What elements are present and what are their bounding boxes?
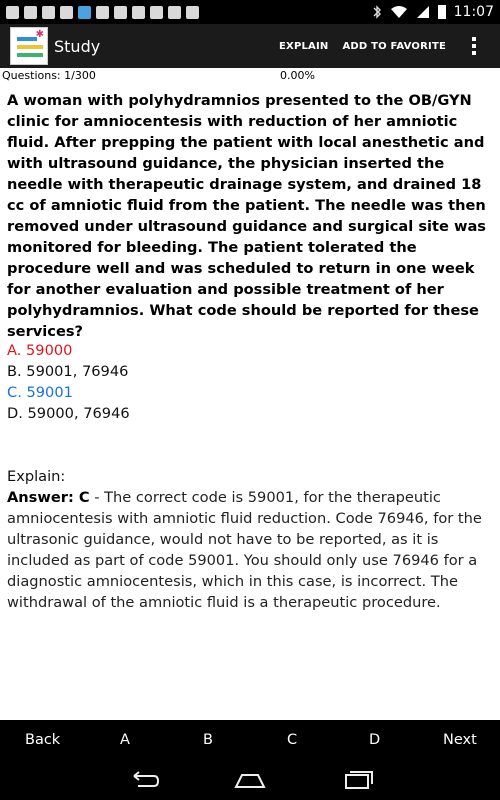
add-to-favorite-button[interactable]: ADD TO FAVORITE (342, 40, 446, 52)
bluetooth-icon (372, 5, 382, 19)
answer-b[interactable]: B. 59001, 76946 (7, 363, 129, 380)
choose-b-button[interactable]: B (203, 732, 213, 748)
system-nav-bar (0, 760, 500, 800)
explain-text (7, 487, 495, 613)
status-bar (0, 0, 500, 24)
bottom-nav (0, 720, 500, 760)
calendar-icon (78, 6, 91, 19)
next-button[interactable]: Next (443, 732, 477, 748)
shield-icon (168, 6, 181, 19)
download-icon (96, 6, 109, 19)
answer-list (7, 340, 495, 424)
briefcase-icon (150, 6, 163, 19)
correct-answer: Answer: C (7, 489, 90, 506)
back-button[interactable]: Back (25, 732, 61, 748)
back-arrow-icon[interactable] (128, 770, 160, 790)
recent-apps-icon[interactable] (342, 770, 374, 790)
explain-label: Explain: (7, 468, 66, 485)
explanation-body: - The correct code is 59001, for the therapeutic amniocentesis with amniotic fluid reduction. Code 76946, for the ultrasonic guidance, would not have to be reported, as it is included as part of code 59001. You should only use 76946 for a diagnostic amniocentesis, which in this case, is incorrect. The withdrawal of the amniotic fluid is a therapeutic procedure. (7, 489, 482, 611)
answer-d[interactable]: D. 59000, 76946 (7, 405, 130, 422)
answer-c[interactable]: C. 59001 (7, 384, 73, 401)
progress-percent: 0.00% (280, 69, 315, 82)
question-text: A woman with polyhydramnios presented to the OB/GYN clinic for amniocentesis with reduction of her amniotic fluid. After prepping the patient with local anesthetic and with ultrasound guidance, the physician inserted the needle with therapeutic drainage system, and drained 18 cc of amniotic fluid from the patient. The needle was then removed under ultrasound guidance and surgical site was monitored for bleeding. The patient tolerated the procedure well and was scheduled to return in one week for another evaluation and possible treatment of her polyhydramnios. What code should be reported for these services? (7, 92, 486, 340)
notification-icons (6, 6, 199, 19)
image-icon (24, 6, 37, 19)
choose-c-button[interactable]: C (287, 732, 298, 748)
answer-a[interactable]: A. 59000 (7, 342, 73, 359)
bag-icon (60, 6, 73, 19)
facebook-icon (6, 6, 19, 19)
signal-icon (416, 5, 430, 19)
choose-a-button[interactable]: A (120, 732, 130, 748)
status-time: 11:07 (453, 4, 494, 20)
progress-row (0, 68, 500, 84)
home-icon[interactable] (232, 770, 268, 790)
app-logo-icon[interactable]: ✱ (10, 27, 48, 65)
action-bar (0, 24, 500, 68)
briefcase-icon (132, 6, 145, 19)
explain-button[interactable]: EXPLAIN (279, 40, 329, 52)
shopping-icon (114, 6, 127, 19)
overflow-menu-icon[interactable] (472, 37, 476, 55)
wifi-icon (390, 5, 408, 19)
barcode-icon (186, 6, 199, 19)
page-title: Study (54, 36, 101, 56)
choose-d-button[interactable]: D (369, 732, 381, 748)
phone-icon (42, 6, 55, 19)
question-counter: Questions: 1/300 (2, 69, 96, 82)
battery-icon (438, 5, 446, 19)
